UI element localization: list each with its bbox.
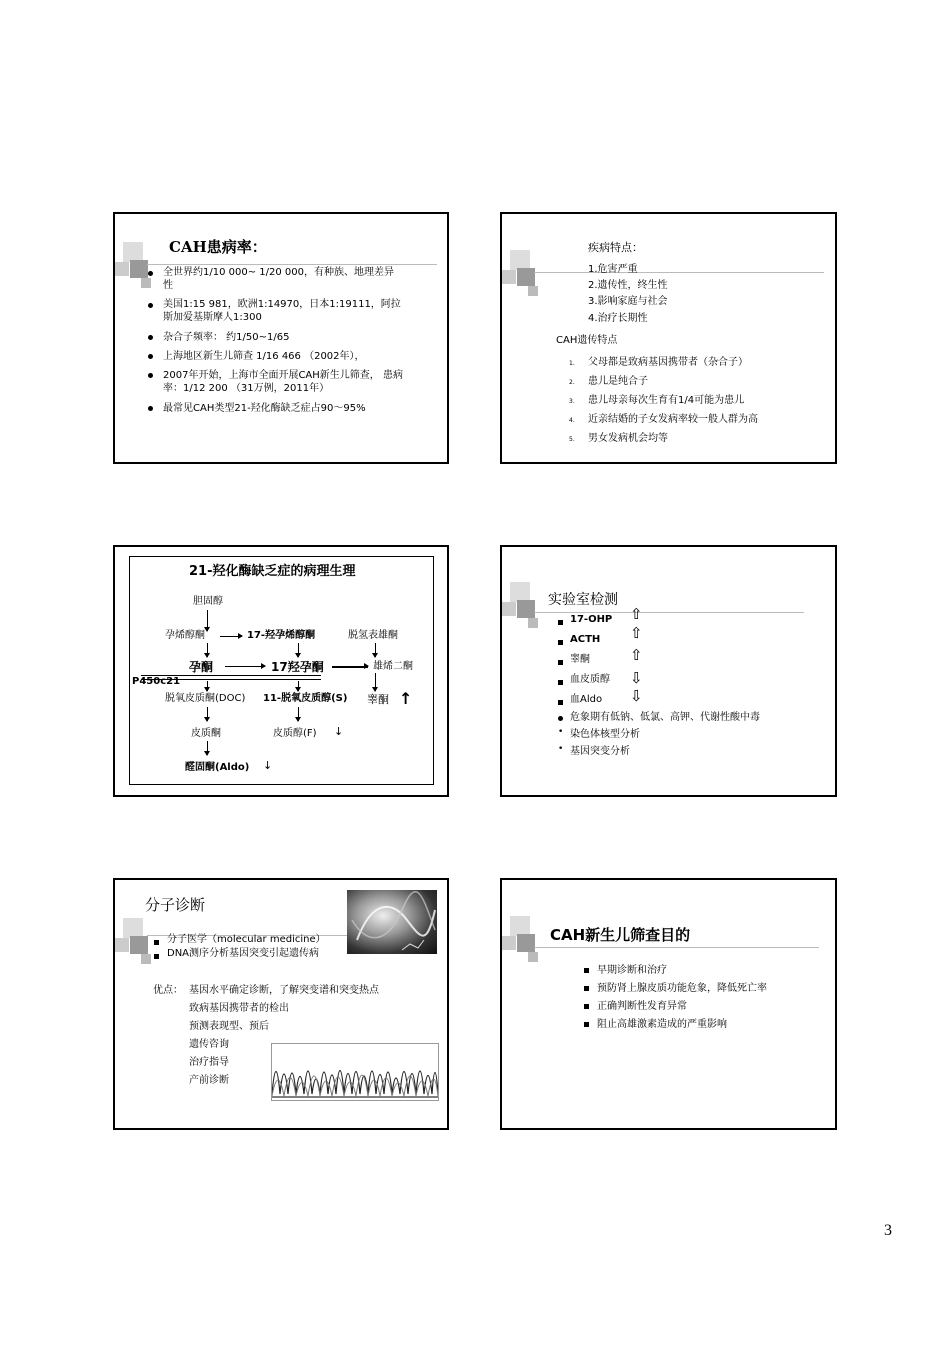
bullet-text: 率：1/12 200 （31万例，2011年）: [163, 383, 330, 394]
test-item: 血Aldo: [570, 694, 603, 705]
purpose-item: 早期诊断和治疗: [597, 965, 667, 976]
test-item: 17-OHP: [570, 614, 613, 625]
testosterone-label: 睾酮: [367, 693, 389, 706]
arrow-corticosterone-aldo: [207, 741, 208, 755]
bullet: [148, 303, 153, 308]
up-arrow-icon: ↑: [399, 689, 413, 708]
bullet: [558, 716, 563, 721]
slide-title: 分子诊断: [145, 896, 206, 914]
slide-cah-prevalence: [113, 212, 449, 464]
advantage-item: 致病基因携带者的检出: [189, 1003, 289, 1014]
purpose-item: 阻止高雄激素造成的严重影响: [597, 1019, 727, 1030]
title-underline: [147, 264, 437, 265]
arrow-doc-corticosterone: [207, 707, 208, 721]
aldosterone-label: 醛固酮(Aldo): [185, 762, 250, 773]
bullet: [558, 640, 563, 645]
cholesterol-label: 胆固醇: [193, 596, 223, 607]
arrow-progesterone-ohp: [225, 666, 265, 667]
advantage-item: 基因水平确定诊断，了解突变谱和突变热点: [189, 985, 379, 996]
test-item: 血皮质醇: [570, 674, 610, 685]
arrow-ohp-androstenedione: [332, 666, 368, 668]
title-underline: [534, 272, 824, 273]
decrease-arrow-icon: ⇩: [630, 687, 643, 705]
feature-item: 4.治疗长期性: [588, 313, 648, 324]
arrow-s-cortisol: [298, 707, 299, 721]
pregnenolone-label: 孕烯醇酮: [165, 630, 205, 641]
arrow-pregnenolone-ohpreg: [220, 636, 242, 637]
androstenedione-label: 雄烯二酮: [373, 661, 413, 672]
arrow-androstenedione-testosterone: [375, 673, 376, 691]
bullet-text: 杂合子频率： 约1/50~1/65: [163, 332, 290, 343]
dna-helix-icon: [347, 890, 437, 954]
increase-arrow-icon: ⇧: [630, 605, 643, 623]
arrow-pregnenolone-progesterone: [207, 643, 208, 657]
bullet: [584, 1022, 589, 1027]
bullet: [148, 354, 153, 359]
dhea-label: 脱氢表雄酮: [348, 630, 398, 641]
bullet: [558, 660, 563, 665]
title-underline: [534, 947, 819, 948]
purpose-item: 正确判断性发育异常: [597, 1001, 687, 1012]
bullet: [584, 1004, 589, 1009]
section-subtitle: CAH遗传特点: [556, 335, 618, 346]
purpose-item: 预防肾上腺皮质功能危象，降低死亡率: [597, 983, 767, 994]
bullet: [558, 700, 563, 705]
test-item: 睾酮: [570, 654, 590, 665]
feature-item: 2.遗传性，终生性: [588, 280, 668, 291]
s-compound-label: 11-脱氧皮质醇(S): [263, 693, 348, 704]
bullet: [148, 335, 153, 340]
advantage-item: 遗传咨询: [189, 1039, 229, 1050]
genetic-feature: 父母都是致病基因携带者（杂合子）: [588, 357, 748, 368]
genetic-feature: 患儿母亲每次生育有1/4可能为患儿: [588, 395, 745, 406]
bullet: [148, 406, 153, 411]
increase-arrow-icon: ⇧: [630, 646, 643, 664]
bullet-text: 分子医学（molecular medicine）: [167, 934, 326, 945]
ohp-label: 17羟孕酮: [271, 660, 324, 674]
arrow-progesterone-doc: [207, 681, 208, 691]
bullet: •: [558, 727, 564, 737]
slide-lab-tests: [500, 545, 837, 797]
slide-title: 疾病特点：: [588, 241, 643, 254]
bullet-text: 斯加爱基斯摩人1:300: [163, 312, 262, 323]
feature-item: 3.影响家庭与社会: [588, 296, 668, 307]
note-item: 基因突变分析: [570, 746, 630, 757]
bullet: [584, 986, 589, 991]
down-arrow-icon: ↓: [263, 759, 273, 772]
page-number: 3: [884, 1222, 892, 1239]
dna-image: [347, 890, 437, 954]
slide-title: 实验室检测: [548, 592, 618, 608]
advantages-label: 优点：: [153, 985, 183, 996]
slide-disease-features: [500, 212, 837, 464]
increase-arrow-icon: ⇧: [630, 624, 643, 642]
feature-item: 1.危害严重: [588, 264, 638, 275]
doc-label: 脱氧皮质酮(DOC): [165, 693, 246, 704]
list-number: 3.: [569, 398, 575, 405]
bullet: •: [558, 744, 564, 754]
slide-screening-purpose: [500, 878, 837, 1130]
enzyme-label: P450c21: [132, 676, 181, 687]
note-item: 危象期有低钠、低氯、高钾、代谢性酸中毒: [570, 712, 760, 723]
bullet-text: 性: [163, 280, 173, 291]
list-number: 5.: [569, 436, 575, 443]
list-number: 1.: [569, 360, 575, 367]
ohpregnenolone-label: 17-羟孕烯醇酮: [247, 630, 316, 641]
list-number: 4.: [569, 417, 575, 424]
bullet-text: DNA测序分析基因突变引起遗传病: [167, 948, 320, 959]
slide-molecular-diagnosis: [113, 878, 449, 1130]
note-item: 染色体核型分析: [570, 729, 640, 740]
slide-title: CAH新生儿筛查目的: [550, 926, 691, 944]
arrow-dhea-androstenedione: [375, 643, 376, 657]
cortisol-label: 皮质醇(F): [273, 728, 317, 739]
test-item: ACTH: [570, 634, 601, 645]
progesterone-label: 孕酮: [189, 660, 214, 674]
bullet-text: 上海地区新生儿筛查 1/16 466 （2002年），: [163, 351, 365, 362]
list-number: 2.: [569, 379, 575, 386]
bullet-text: 美国1:15 981，欧洲1:14970，日本1:19111，阿拉: [163, 299, 401, 310]
genetic-feature: 男女发病机会均等: [588, 433, 668, 444]
slide-title: CAH患病率：: [169, 238, 267, 256]
corticosterone-label: 皮质酮: [191, 728, 221, 739]
bullet: [154, 940, 159, 945]
bullet: [148, 271, 153, 276]
bullet: [584, 968, 589, 973]
arrow-cholesterol-pregnenolone: [207, 610, 208, 631]
bullet-text: 全世界约1/10 000~ 1/20 000，有种族、地理差异: [163, 267, 395, 278]
decrease-arrow-icon: ⇩: [630, 669, 643, 687]
bullet-text: 2007年开始，上海市全面开展CAH新生儿筛查， 患病: [163, 370, 403, 381]
sequencing-chromatogram: [271, 1043, 439, 1101]
genetic-feature: 近亲结婚的子女发病率较一般人群为高: [588, 414, 758, 425]
slide-pathophysiology: [113, 545, 449, 797]
advantage-item: 治疗指导: [189, 1057, 229, 1068]
genetic-feature: 患儿是纯合子: [588, 376, 648, 387]
advantage-item: 产前诊断: [189, 1075, 229, 1086]
bullet-text: 最常见CAH类型21-羟化酶缺乏症占90～95%: [163, 403, 366, 414]
bullet: [558, 620, 563, 625]
diagram-title: 21-羟化酶缺乏症的病理生理: [189, 564, 356, 579]
bullet: [558, 680, 563, 685]
bullet: [148, 373, 153, 378]
arrow-ohp-s: [298, 681, 299, 691]
arrow-ohpreg-ohp: [298, 643, 299, 657]
down-arrow-icon: ↓: [334, 725, 344, 738]
advantage-item: 预测表现型、预后: [189, 1021, 269, 1032]
bullet: [154, 954, 159, 959]
